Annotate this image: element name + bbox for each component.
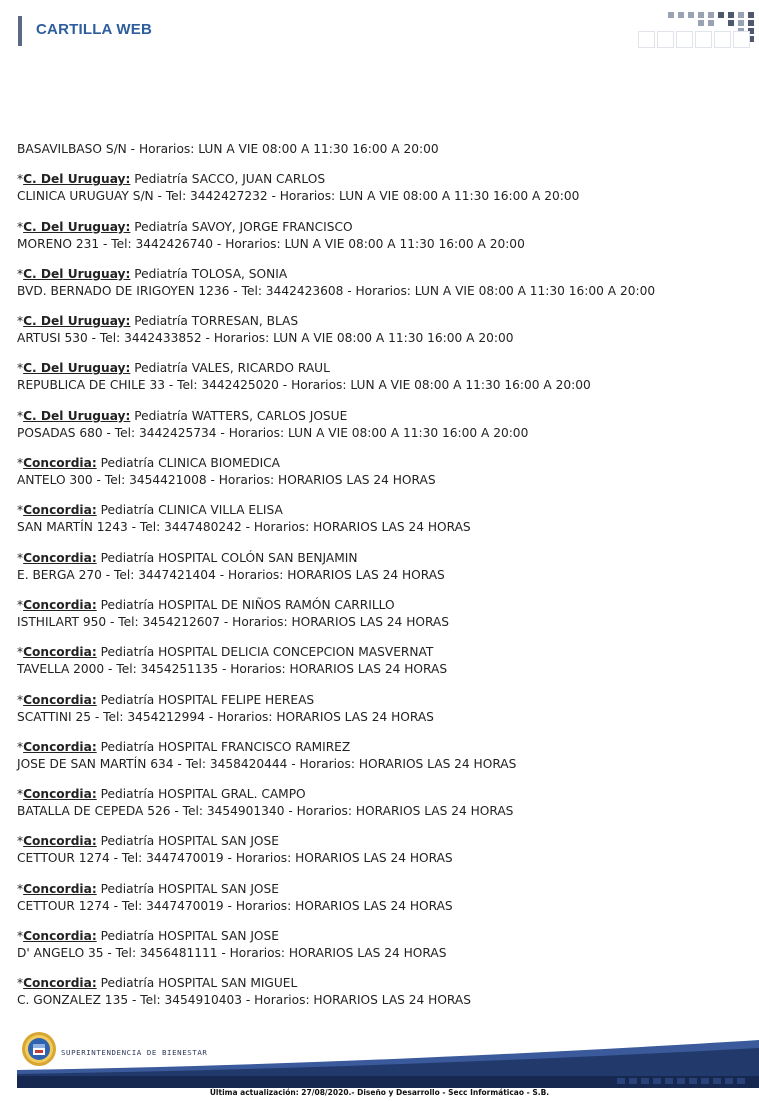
entry-prefix: * [17, 314, 24, 329]
provider-name: Pediatría TORRESAN, BLAS [130, 314, 299, 329]
provider-title [17, 550, 747, 567]
provider-entry [17, 171, 747, 205]
provider-name: Pediatría SAVOY, JORGE FRANCISCO [130, 219, 353, 234]
provider-details: ISTHILART 950 - Tel: 3454212607 - Horarios: HORARIOS LAS 24 HORAS [17, 614, 449, 629]
entry-prefix: * [17, 503, 24, 518]
provider-title [17, 171, 747, 188]
header-accent-bar [18, 16, 22, 46]
provider-entry [17, 928, 747, 962]
provider-entry [17, 408, 747, 442]
city-label: Concordia: [23, 881, 97, 896]
provider-details: MORENO 231 - Tel: 3442426740 - Horarios: LUN A VIE 08:00 A 11:30 16:00 A 20:00 [17, 236, 525, 251]
entry-prefix: * [17, 456, 24, 471]
city-label: Concordia: [23, 834, 97, 849]
city-label: Concordia: [23, 739, 97, 754]
provider-details: POSADAS 680 - Tel: 3442425734 - Horarios: LUN A VIE 08:00 A 11:30 16:00 A 20:00 [17, 425, 529, 440]
provider-title [17, 833, 747, 850]
city-label: C. Del Uruguay: [23, 408, 131, 423]
city-label: C. Del Uruguay: [23, 266, 131, 281]
provider-name: Pediatría HOSPITAL SAN JOSE [96, 834, 279, 849]
entry-prefix: * [17, 550, 24, 565]
provider-entry [17, 219, 747, 253]
provider-name: Pediatría SACCO, JUAN CARLOS [130, 172, 326, 187]
provider-name: Pediatría HOSPITAL DE NIÑOS RAMÓN CARRILLO [96, 597, 395, 612]
entry-list [17, 171, 747, 1009]
entry-prefix: * [17, 266, 24, 281]
agency-logo [21, 1031, 57, 1067]
provider-entry [17, 975, 747, 1009]
provider-title [17, 786, 747, 803]
provider-entry [17, 644, 747, 678]
city-label: Concordia: [23, 550, 97, 565]
provider-name: Pediatría TOLOSA, SONIA [130, 266, 288, 281]
provider-entry [17, 502, 747, 536]
provider-entry [17, 692, 747, 726]
provider-name: Pediatría WATTERS, CARLOS JOSUE [130, 408, 348, 423]
provider-title [17, 455, 747, 472]
provider-name: Pediatría HOSPITAL SAN JOSE [96, 929, 279, 944]
provider-details: REPUBLICA DE CHILE 33 - Tel: 3442425020 - Horarios: LUN A VIE 08:00 A 11:30 16:00 A 20:00 [17, 378, 591, 393]
provider-title [17, 219, 747, 236]
entry-prefix: * [17, 361, 24, 376]
provider-entry [17, 313, 747, 347]
city-label: Concordia: [23, 929, 97, 944]
provider-details: JOSE DE SAN MARTÍN 634 - Tel: 3458420444 - Horarios: HORARIOS LAS 24 HORAS [17, 756, 517, 771]
footer-band [17, 1036, 759, 1088]
entry-prefix: * [17, 645, 24, 660]
provider-title [17, 739, 747, 756]
provider-name: Pediatría HOSPITAL DELICIA CONCEPCION MASVERNAT [96, 645, 434, 660]
city-label: C. Del Uruguay: [23, 314, 131, 329]
entry-prefix: * [17, 881, 24, 896]
provider-details: C. GONZALEZ 135 - Tel: 3454910403 - Horarios: HORARIOS LAS 24 HORAS [17, 993, 471, 1008]
entry-prefix: * [17, 597, 24, 612]
provider-entry [17, 786, 747, 820]
provider-name: Pediatría CLINICA VILLA ELISA [96, 503, 283, 518]
provider-details: SAN MARTÍN 1243 - Tel: 3447480242 - Horarios: HORARIOS LAS 24 HORAS [17, 520, 471, 535]
city-label: Concordia: [23, 645, 97, 660]
provider-details: ANTELO 300 - Tel: 3454421008 - Horarios: HORARIOS LAS 24 HORAS [17, 473, 436, 488]
provider-name: Pediatría HOSPITAL SAN MIGUEL [96, 976, 298, 991]
entry-prefix: * [17, 172, 24, 187]
continuation-line: BASAVILBASO S/N - Horarios: LUN A VIE 08:00 A 11:30 16:00 A 20:00 [17, 142, 439, 156]
provider-title [17, 313, 747, 330]
entry-prefix: * [17, 739, 24, 754]
city-label: Concordia: [23, 503, 97, 518]
provider-title [17, 692, 747, 709]
entry-prefix: * [17, 408, 24, 423]
provider-title [17, 266, 747, 283]
city-label: Concordia: [23, 692, 97, 707]
agency-name: SUPERINTENDENCIA DE BIENESTAR [61, 1048, 208, 1057]
provider-entry [17, 550, 747, 584]
entry-prefix: * [17, 929, 24, 944]
provider-name: Pediatría VALES, RICARDO RAUL [130, 361, 330, 376]
provider-name: Pediatría CLINICA BIOMEDICA [96, 456, 281, 471]
city-label: Concordia: [23, 597, 97, 612]
provider-details: BVD. BERNADO DE IRIGOYEN 1236 - Tel: 3442423608 - Horarios: LUN A VIE 08:00 A 11:30 16:00 A 20:00 [17, 283, 656, 298]
provider-entry [17, 833, 747, 867]
provider-details: TAVELLA 2000 - Tel: 3454251135 - Horarios: HORARIOS LAS 24 HORAS [17, 662, 448, 677]
provider-entry [17, 597, 747, 631]
entry-prefix: * [17, 219, 24, 234]
entry-prefix: * [17, 692, 24, 707]
provider-details: SCATTINI 25 - Tel: 3454212994 - Horarios: HORARIOS LAS 24 HORAS [17, 709, 434, 724]
provider-details: E. BERGA 270 - Tel: 3447421404 - Horarios: HORARIOS LAS 24 HORAS [17, 567, 445, 582]
provider-entry [17, 881, 747, 915]
provider-name: Pediatría HOSPITAL GRAL. CAMPO [96, 787, 306, 802]
provider-details: CETTOUR 1274 - Tel: 3447470019 - Horarios: HORARIOS LAS 24 HORAS [17, 851, 453, 866]
provider-title [17, 502, 747, 519]
provider-title [17, 360, 747, 377]
provider-name: Pediatría HOSPITAL COLÓN SAN BENJAMIN [96, 550, 358, 565]
entry-prefix: * [17, 787, 24, 802]
provider-entry [17, 266, 747, 300]
page-title: CARTILLA WEB [36, 21, 152, 38]
entry-prefix: * [17, 976, 24, 991]
provider-name: Pediatría HOSPITAL FRANCISCO RAMIREZ [96, 739, 351, 754]
city-label: Concordia: [23, 456, 97, 471]
provider-entry [17, 739, 747, 773]
provider-name: Pediatría HOSPITAL SAN JOSE [96, 881, 279, 896]
listing [17, 141, 747, 1023]
provider-title [17, 408, 747, 425]
city-label: Concordia: [23, 787, 97, 802]
provider-entry [17, 455, 747, 489]
provider-entry [17, 360, 747, 394]
city-label: Concordia: [23, 976, 97, 991]
provider-title [17, 928, 747, 945]
provider-title [17, 597, 747, 614]
provider-title [17, 881, 747, 898]
provider-details: CETTOUR 1274 - Tel: 3447470019 - Horarios: HORARIOS LAS 24 HORAS [17, 898, 453, 913]
provider-name: Pediatría HOSPITAL FELIPE HEREAS [96, 692, 315, 707]
provider-title [17, 975, 747, 992]
city-label: C. Del Uruguay: [23, 361, 131, 376]
header-decoration [636, 12, 758, 48]
entry-prefix: * [17, 834, 24, 849]
last-update-note: Última actualización: 27/08/2020.- Diseño y Desarrollo - Secc Informáticao - S.B. [209, 1088, 550, 1097]
provider-details: ARTUSI 530 - Tel: 3442433852 - Horarios: LUN A VIE 08:00 A 11:30 16:00 A 20:00 [17, 331, 514, 346]
city-label: C. Del Uruguay: [23, 219, 131, 234]
provider-details: CLINICA URUGUAY S/N - Tel: 3442427232 - Horarios: LUN A VIE 08:00 A 11:30 16:00 A 20:00 [17, 189, 580, 204]
provider-title [17, 644, 747, 661]
provider-details: D' ANGELO 35 - Tel: 3456481111 - Horarios: HORARIOS LAS 24 HORAS [17, 946, 447, 961]
provider-details: BATALLA DE CEPEDA 526 - Tel: 3454901340 - Horarios: HORARIOS LAS 24 HORAS [17, 804, 514, 819]
city-label: C. Del Uruguay: [23, 172, 131, 187]
